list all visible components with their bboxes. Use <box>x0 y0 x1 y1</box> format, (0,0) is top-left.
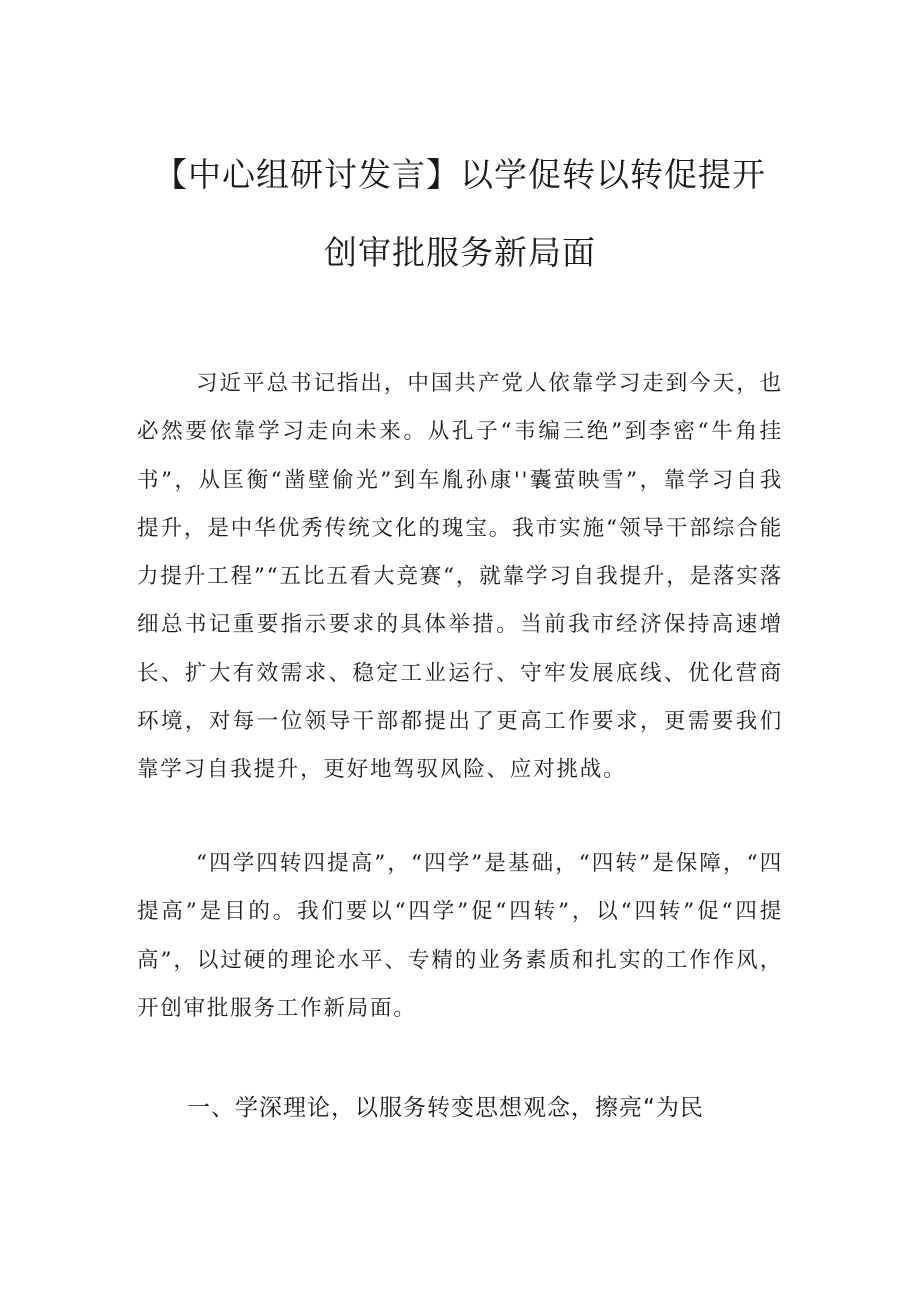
document-title-line-1: 【中心组研讨发言】以学促转以转促提开 <box>154 155 766 194</box>
section-heading-1: 一、学深理论，以服务转变思想观念，擦亮“为民 <box>187 1095 704 1121</box>
paragraph-1: 习近平总书记指出，中国共产党人依靠学习走到今天，也必然要依靠学习走向未来。从孔子“韦编三绝”到李密“牛角挂书”，从匡衡“凿壁偷光”到车胤孙康''囊萤映雪”，靠学习自我提升，是中华优秀传统文化的瑰宝。我市实施“领导干部综合能力提升工程”“五比五看大竞赛“，就靠学习自我提升，是落实落细总书记重要指示要求的具体举措。当前我市经济保持高速增长、扩大有效需求、稳定工业运行、守牢发展底线、优化营商环境，对每一位领导干部都提出了更高工作要求，更需要我们靠学习自我提升，更好地驾驭风险、应对挑战。 <box>137 371 783 783</box>
document-title-line-2: 创审批服务新局面 <box>324 233 596 272</box>
paragraph-2: “四学四转四提高”，“四学”是基础，“四转”是保障，“四提高”是目的。我们要以“四学”促“四转”，以“四转”促“四提高”，以过硬的理论水平、专精的业务素质和扎实的工作作风，开创审批服务工作新局面。 <box>137 851 783 1021</box>
